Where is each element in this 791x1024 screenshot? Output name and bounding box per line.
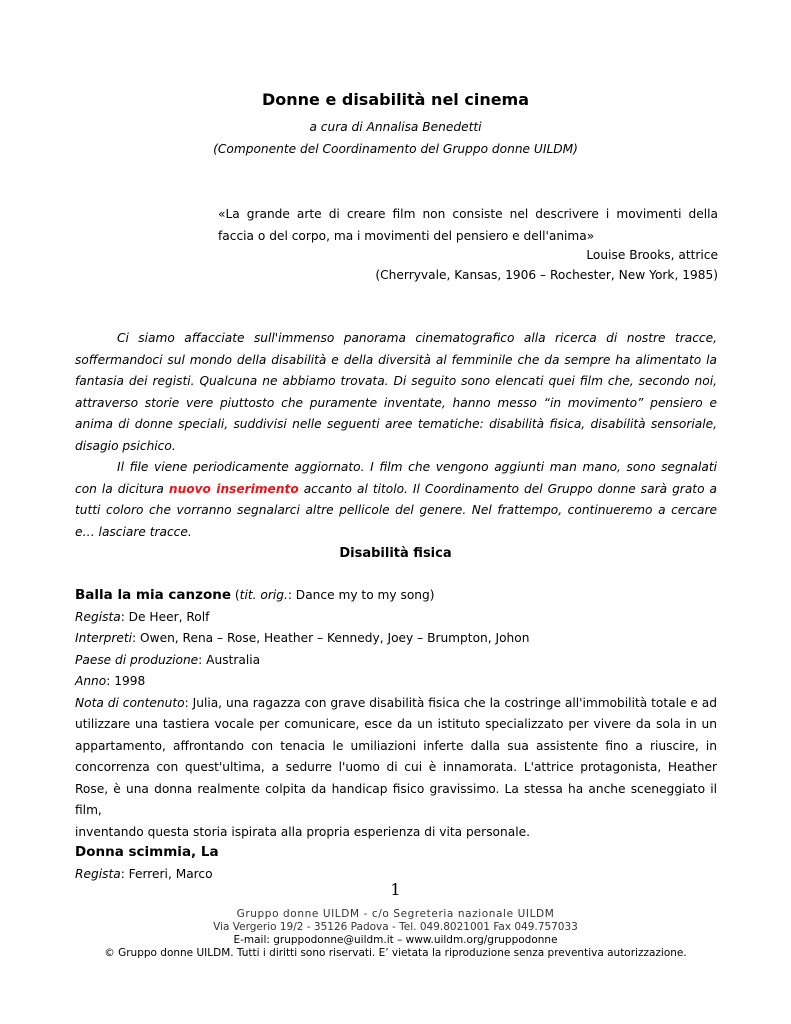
film-title-line [75,842,717,864]
director-line [75,607,717,629]
year-line [75,671,717,693]
note-value: : Julia, una ragazza con grave disabilità fisica che la costringe all'immobilità totale e ad utilizzare una tastiera vocale per comunicare, esce da un istituto specializzato per vivere da sola in un appartamento, affrontando con tenacia le umiliazioni inferte dalla sua assistente fino a riuscire, in concorrenza con quest'ultima, a sedurre l'uomo di cui è innamorata. L'attrice protagonista, Heather Rose, è una donna realmente colpita da handicap fisico gravissimo. La stessa ha anche sceneggiato il film, [75,695,717,817]
footer-line-1: Gruppo donne UILDM - c/o Segreteria nazionale UILDM [236,908,555,920]
content-note-last-line: inventando questa storia ispirata alla propria esperienza di vita personale. [75,824,530,839]
curator-role-line: (Componente del Coordinamento del Gruppo donne UILDM) [213,142,578,156]
film-title: Donna scimmia, La [75,844,219,860]
intro-p2-start: Il file viene periodicamente aggiornato. I film che vengono aggiunti man mano, sono segnalati con la dicitura [75,460,717,496]
quote-author: Louise Brooks, attrice [586,248,718,262]
film-entry [75,842,717,885]
footer-line-2: Via Vergerio 19/2 - 35126 Padova - Tel. 049.8021001 Fax 049.757033 [213,921,578,933]
orig-open: ( [231,588,240,602]
cast-value: : Owen, Rena – Rose, Heather – Kennedy, Joey – Brumpton, Johon [132,631,530,645]
year-value: : 1998 [106,674,146,688]
director-value: : De Heer, Rolf [120,609,210,624]
document-title: Donne e disabilità nel cinema [261,90,530,109]
cast-line [75,628,717,650]
intro-paragraph-2 [75,457,717,543]
film-entry [75,585,717,843]
section-heading: Disabilità fisica [339,546,452,561]
country-label: Paese di produzione [75,652,199,667]
country-value: : Australia [198,652,261,667]
director-value: : Ferreri, Marco [120,866,213,881]
epigraph-quote: «La grande arte di creare film non consiste nel descrivere i movimenti della faccia o del corpo, ma i movimenti del pensiero e dell'anima» [218,207,718,243]
country-line [75,650,717,672]
film-title-line [75,585,717,607]
year-label: Anno [75,674,107,688]
footer-line-4: © Gruppo donne UILDM. Tutti i diritti sono riservati. E’ vietata la riproduzione senza preventiva autorizzazione. [104,947,687,959]
page-number: 1 [390,880,401,899]
intro-text [75,328,717,543]
note-label: Nota di contenuto [75,695,185,710]
film-title: Balla la mia canzone [75,587,232,603]
content-note [75,693,717,822]
orig-title-value: : Dance my to my song) [287,588,435,602]
quote-dates: (Cherryvale, Kansas, 1906 – Rochester, New York, 1985) [375,268,718,282]
curator-line: a cura di Annalisa Benedetti [309,120,482,134]
orig-title-label: tit. orig. [239,588,288,602]
director-label: Regista [75,866,121,881]
footer-line-3: E-mail: gruppodonne@uildm.it – www.uildm.org/gruppodonne [233,934,558,946]
intro-p2-end: accanto al titolo. Il Coordinamento del Gruppo donne sarà grato a tutti coloro che vorranno segnalarci altre pellicole del genere. Nel frattempo, continueremo a cercare e… lasciare tracce. [75,481,717,539]
new-entry-highlight: nuovo inserimento [168,481,299,496]
director-label: Regista [75,609,121,624]
intro-paragraph-1: Ci siamo affacciate sull'immenso panorama cinematografico alla ricerca di nostre tracce, soffermandoci sul mondo della disabilità e della diversità al femminile che da sempre ha alimentato la fantasia dei registi. Qualcuna ne abbiamo trovata. Di seguito sono elencati quei film che, secondo noi, attraverso storie vere piuttosto che puramente inventate, hanno messo “in movimento” pensiero e anima di donne speciali, suddivisi nelle seguenti aree tematiche: disabilità fisica, disabilità sensoriale, disagio psichico. [75,331,717,453]
cast-label: Interpreti [75,631,133,645]
